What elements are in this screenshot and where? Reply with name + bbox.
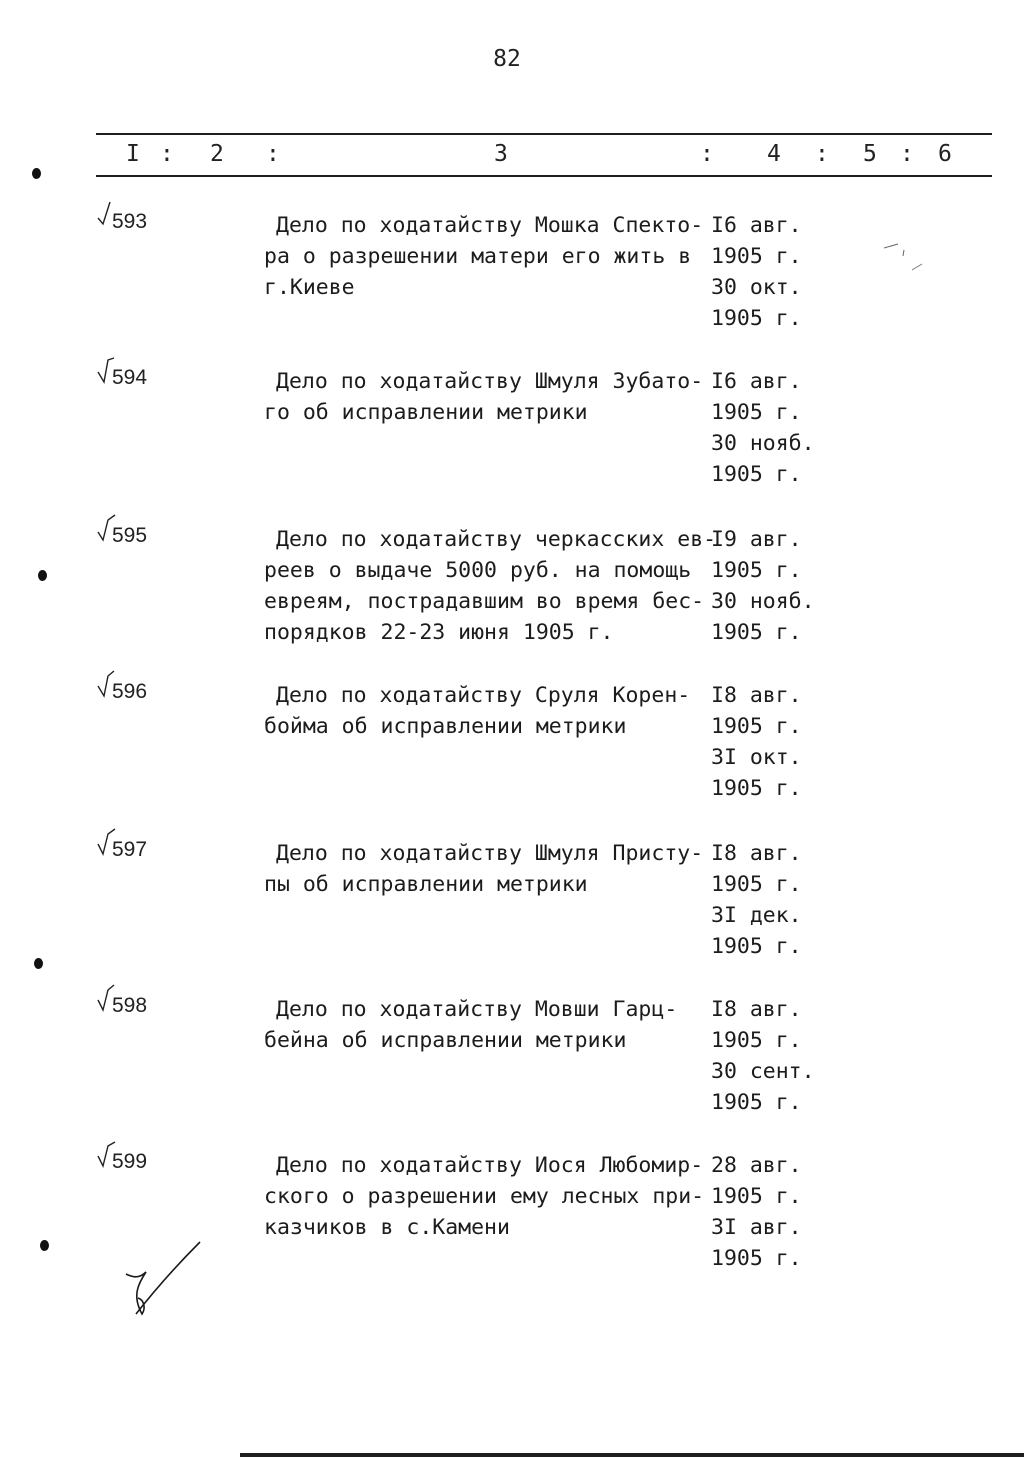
inventory-entry bbox=[0, 524, 1024, 684]
column-header-1: I bbox=[126, 141, 140, 167]
date-line: 1905 г. bbox=[711, 776, 802, 801]
margin-hole-dot bbox=[34, 958, 43, 969]
date-line: 1905 г. bbox=[711, 620, 802, 645]
column-separator: : bbox=[160, 141, 174, 167]
column-separator: : bbox=[266, 141, 280, 167]
description-line: г.Киеве bbox=[264, 275, 355, 300]
date-line: 1905 г. bbox=[711, 244, 802, 269]
description-line: бойма об исправлении метрики bbox=[264, 714, 627, 739]
entry-number: 599 bbox=[112, 1150, 148, 1173]
date-line: I9 авг. bbox=[711, 527, 802, 552]
description-line: Дело по ходатайству Шмуля Зубато- bbox=[276, 369, 704, 394]
entry-number: 596 bbox=[112, 680, 148, 703]
column-header-5: 5 bbox=[863, 141, 877, 167]
inventory-entry bbox=[0, 210, 1024, 370]
header-top-rule bbox=[96, 133, 992, 135]
description-line: ра о разрешении матери его жить в bbox=[264, 244, 692, 269]
column-separator: : bbox=[900, 141, 914, 167]
description-line: пы об исправлении метрики bbox=[264, 872, 588, 897]
date-line: 3I окт. bbox=[711, 745, 802, 770]
page-number: 82 bbox=[493, 46, 521, 72]
inventory-entry bbox=[0, 680, 1024, 840]
date-line: I8 авг. bbox=[711, 683, 802, 708]
date-line: I6 авг. bbox=[711, 213, 802, 238]
page-bottom-rule bbox=[240, 1453, 1024, 1457]
date-line: 1905 г. bbox=[711, 400, 802, 425]
margin-hole-dot bbox=[38, 570, 47, 581]
column-header-3: 3 bbox=[494, 141, 508, 167]
entry-number: 597 bbox=[112, 838, 148, 861]
date-line: 1905 г. bbox=[711, 1090, 802, 1115]
margin-hole-dot bbox=[40, 1240, 49, 1251]
date-line: 1905 г. bbox=[711, 714, 802, 739]
description-line: Дело по ходатайству Мовши Гарц- bbox=[276, 997, 678, 1022]
date-line: 1905 г. bbox=[711, 934, 802, 959]
inventory-entry bbox=[0, 838, 1024, 998]
description-line: порядков 22-23 июня 1905 г. bbox=[264, 620, 614, 645]
description-line: го об исправлении метрики bbox=[264, 400, 588, 425]
inventory-entry bbox=[0, 994, 1024, 1154]
date-line: 1905 г. bbox=[711, 462, 802, 487]
entry-number: 593 bbox=[112, 210, 148, 233]
description-line: ского о разрешении ему лесных при- bbox=[264, 1184, 705, 1209]
date-line: 1905 г. bbox=[711, 306, 802, 331]
column-header-6: 6 bbox=[938, 141, 952, 167]
description-line: Дело по ходатайству Шмуля Присту- bbox=[276, 841, 704, 866]
date-line: I8 авг. bbox=[711, 841, 802, 866]
description-line: Дело по ходатайству Сруля Корен- bbox=[276, 683, 691, 708]
entry-number: 594 bbox=[112, 366, 148, 389]
date-line: 1905 г. bbox=[711, 1184, 802, 1209]
column-header-4: 4 bbox=[767, 141, 781, 167]
signature-mark bbox=[118, 1238, 208, 1318]
date-line: 30 окт. bbox=[711, 275, 802, 300]
date-line: 30 нояб. bbox=[711, 431, 815, 456]
description-line: Дело по ходатайству черкасских ев- bbox=[276, 527, 717, 552]
date-line: 28 авг. bbox=[711, 1153, 802, 1178]
description-line: реев о выдаче 5000 руб. на помощь bbox=[264, 558, 692, 583]
date-line: 30 нояб. bbox=[711, 589, 815, 614]
column-header-2: 2 bbox=[210, 141, 224, 167]
description-line: евреям, пострадавшим во время бес- bbox=[264, 589, 705, 614]
date-line: 1905 г. bbox=[711, 1028, 802, 1053]
header-bottom-rule bbox=[96, 175, 992, 177]
date-line: I6 авг. bbox=[711, 369, 802, 394]
date-line: 1905 г. bbox=[711, 1246, 802, 1271]
column-separator: : bbox=[700, 141, 714, 167]
date-line: 1905 г. bbox=[711, 872, 802, 897]
date-line: 30 сент. bbox=[711, 1059, 815, 1084]
description-line: казчиков в с.Камени bbox=[264, 1215, 510, 1240]
stray-pencil-mark bbox=[880, 238, 930, 278]
column-separator: : bbox=[815, 141, 829, 167]
date-line: 3I дек. bbox=[711, 903, 802, 928]
date-line: 3I авг. bbox=[711, 1215, 802, 1240]
inventory-entry bbox=[0, 366, 1024, 526]
description-line: Дело по ходатайству Иося Любомир- bbox=[276, 1153, 704, 1178]
margin-hole-dot bbox=[32, 168, 41, 179]
entry-number: 598 bbox=[112, 994, 148, 1017]
date-line: I8 авг. bbox=[711, 997, 802, 1022]
date-line: 1905 г. bbox=[711, 558, 802, 583]
entry-number: 595 bbox=[112, 524, 148, 547]
description-line: бейна об исправлении метрики bbox=[264, 1028, 627, 1053]
description-line: Дело по ходатайству Мошка Спекто- bbox=[276, 213, 704, 238]
